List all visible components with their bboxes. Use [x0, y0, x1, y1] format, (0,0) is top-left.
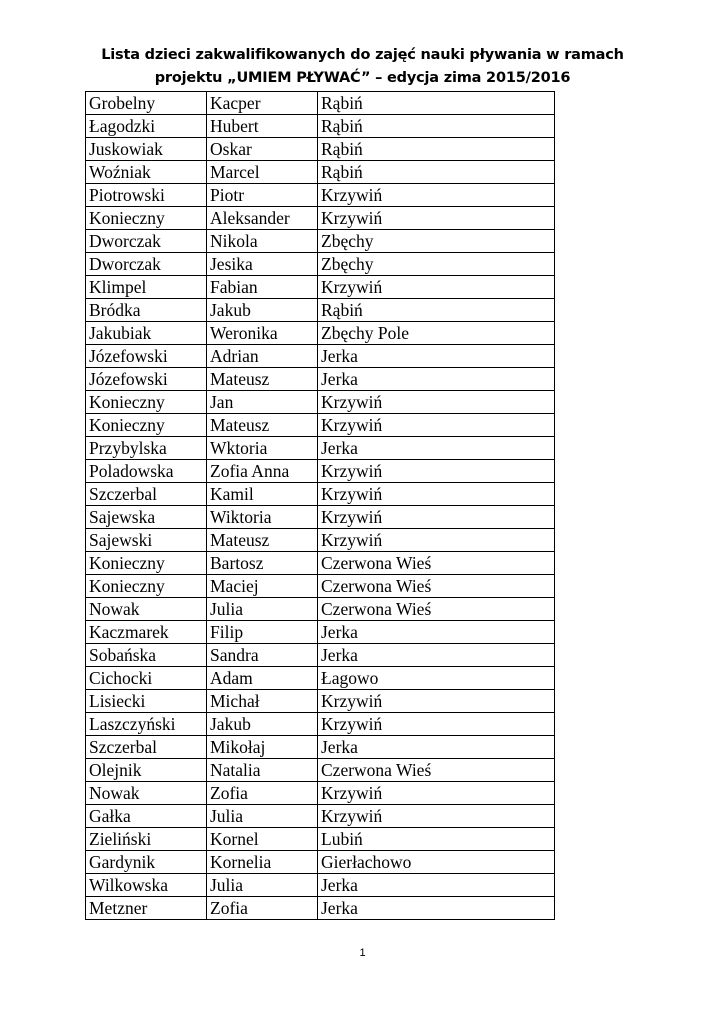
- surname-cell: Cichocki: [86, 667, 207, 690]
- village-cell: Krzywiń: [318, 391, 555, 414]
- table-row: [86, 460, 555, 483]
- first-name-cell: Kacper: [207, 92, 318, 115]
- first-name-cell: Julia: [207, 874, 318, 897]
- page-number: 1: [359, 947, 366, 959]
- village-cell: Jerka: [318, 874, 555, 897]
- first-name-cell: Oskar: [207, 138, 318, 161]
- first-name-cell: Adam: [207, 667, 318, 690]
- village-cell: Krzywiń: [318, 414, 555, 437]
- surname-cell: Szczerbal: [86, 736, 207, 759]
- village-cell: Gierłachowo: [318, 851, 555, 874]
- surname-cell: Józefowski: [86, 368, 207, 391]
- surname-cell: Gardynik: [86, 851, 207, 874]
- table-row: [86, 138, 555, 161]
- village-cell: Krzywiń: [318, 805, 555, 828]
- surname-cell: Dworczak: [86, 230, 207, 253]
- table-row: [86, 529, 555, 552]
- table-row: [86, 644, 555, 667]
- village-cell: Krzywiń: [318, 184, 555, 207]
- village-cell: Krzywiń: [318, 690, 555, 713]
- first-name-cell: Zofia Anna: [207, 460, 318, 483]
- first-name-cell: Jakub: [207, 299, 318, 322]
- village-cell: Rąbiń: [318, 161, 555, 184]
- surname-cell: Nowak: [86, 782, 207, 805]
- first-name-cell: Mateusz: [207, 368, 318, 391]
- table-row: [86, 690, 555, 713]
- first-name-cell: Aleksander: [207, 207, 318, 230]
- village-cell: Krzywiń: [318, 276, 555, 299]
- table-row: [86, 115, 555, 138]
- table-row: [86, 322, 555, 345]
- first-name-cell: Fabian: [207, 276, 318, 299]
- village-cell: Jerka: [318, 897, 555, 920]
- first-name-cell: Michał: [207, 690, 318, 713]
- table-row: [86, 299, 555, 322]
- village-cell: Zbęchy: [318, 253, 555, 276]
- table-row: [86, 874, 555, 897]
- surname-cell: Klimpel: [86, 276, 207, 299]
- village-cell: Jerka: [318, 736, 555, 759]
- first-name-cell: Zofia: [207, 897, 318, 920]
- table-row: [86, 598, 555, 621]
- village-cell: Czerwona Wieś: [318, 575, 555, 598]
- surname-cell: Bródka: [86, 299, 207, 322]
- table-row: [86, 253, 555, 276]
- village-cell: Krzywiń: [318, 460, 555, 483]
- surname-cell: Sajewski: [86, 529, 207, 552]
- surname-cell: Laszczyński: [86, 713, 207, 736]
- first-name-cell: Mateusz: [207, 529, 318, 552]
- village-cell: Krzywiń: [318, 506, 555, 529]
- table-row: [86, 759, 555, 782]
- village-cell: Czerwona Wieś: [318, 759, 555, 782]
- surname-cell: Piotrowski: [86, 184, 207, 207]
- first-name-cell: Natalia: [207, 759, 318, 782]
- first-name-cell: Wiktoria: [207, 506, 318, 529]
- surname-cell: Sajewska: [86, 506, 207, 529]
- surname-cell: Gałka: [86, 805, 207, 828]
- village-cell: Krzywiń: [318, 713, 555, 736]
- village-cell: Czerwona Wieś: [318, 552, 555, 575]
- village-cell: Jerka: [318, 368, 555, 391]
- surname-cell: Metzner: [86, 897, 207, 920]
- surname-cell: Szczerbal: [86, 483, 207, 506]
- table-row: [86, 230, 555, 253]
- first-name-cell: Nikola: [207, 230, 318, 253]
- village-cell: Jerka: [318, 644, 555, 667]
- first-name-cell: Filip: [207, 621, 318, 644]
- village-cell: Rąbiń: [318, 92, 555, 115]
- table-row: [86, 782, 555, 805]
- table-row: [86, 575, 555, 598]
- table-row: [86, 414, 555, 437]
- village-cell: Jerka: [318, 437, 555, 460]
- surname-cell: Lisiecki: [86, 690, 207, 713]
- village-cell: Zbęchy: [318, 230, 555, 253]
- first-name-cell: Weronika: [207, 322, 318, 345]
- table-row: [86, 851, 555, 874]
- table-row: [86, 345, 555, 368]
- first-name-cell: Julia: [207, 805, 318, 828]
- first-name-cell: Sandra: [207, 644, 318, 667]
- table-row: [86, 828, 555, 851]
- surname-cell: Sobańska: [86, 644, 207, 667]
- village-cell: Rąbiń: [318, 299, 555, 322]
- surname-cell: Woźniak: [86, 161, 207, 184]
- village-cell: Rąbiń: [318, 115, 555, 138]
- surname-cell: Olejnik: [86, 759, 207, 782]
- table-row: [86, 437, 555, 460]
- surname-cell: Jakubiak: [86, 322, 207, 345]
- village-cell: Łagowo: [318, 667, 555, 690]
- table-row: [86, 667, 555, 690]
- surname-cell: Juskowiak: [86, 138, 207, 161]
- surname-cell: Zieliński: [86, 828, 207, 851]
- first-name-cell: Adrian: [207, 345, 318, 368]
- table-row: [86, 621, 555, 644]
- table-row: [86, 92, 555, 115]
- document-title: [0, 44, 725, 90]
- village-cell: Krzywiń: [318, 782, 555, 805]
- village-cell: Czerwona Wieś: [318, 598, 555, 621]
- village-cell: Lubiń: [318, 828, 555, 851]
- first-name-cell: Mikołaj: [207, 736, 318, 759]
- surname-cell: Konieczny: [86, 552, 207, 575]
- village-cell: Krzywiń: [318, 483, 555, 506]
- surname-cell: Dworczak: [86, 253, 207, 276]
- surname-cell: Przybylska: [86, 437, 207, 460]
- village-cell: Krzywiń: [318, 529, 555, 552]
- table-row: [86, 736, 555, 759]
- village-cell: Jerka: [318, 345, 555, 368]
- table-row: [86, 184, 555, 207]
- table-row: [86, 713, 555, 736]
- table-row: [86, 483, 555, 506]
- surname-cell: Konieczny: [86, 575, 207, 598]
- first-name-cell: Kamil: [207, 483, 318, 506]
- title-line-1: Lista dzieci zakwalifikowanych do zajęć nauki pływania w ramach: [101, 47, 624, 63]
- surname-cell: Nowak: [86, 598, 207, 621]
- village-cell: Zbęchy Pole: [318, 322, 555, 345]
- first-name-cell: Kornelia: [207, 851, 318, 874]
- surname-cell: Konieczny: [86, 391, 207, 414]
- table-row: [86, 897, 555, 920]
- first-name-cell: Piotr: [207, 184, 318, 207]
- title-line-2: projektu „UMIEM PŁYWAĆ” – edycja zima 2015/2016: [154, 70, 571, 86]
- first-name-cell: Jan: [207, 391, 318, 414]
- first-name-cell: Mateusz: [207, 414, 318, 437]
- table-row: [86, 506, 555, 529]
- surname-cell: Grobelny: [86, 92, 207, 115]
- table-row: [86, 207, 555, 230]
- first-name-cell: Marcel: [207, 161, 318, 184]
- surname-cell: Wilkowska: [86, 874, 207, 897]
- surname-cell: Poladowska: [86, 460, 207, 483]
- surname-cell: Łagodzki: [86, 115, 207, 138]
- children-list-table: [85, 91, 555, 920]
- first-name-cell: Zofia: [207, 782, 318, 805]
- table-row: [86, 391, 555, 414]
- first-name-cell: Hubert: [207, 115, 318, 138]
- children-list-body: [86, 92, 555, 920]
- first-name-cell: Jesika: [207, 253, 318, 276]
- table-row: [86, 805, 555, 828]
- first-name-cell: Jakub: [207, 713, 318, 736]
- first-name-cell: Maciej: [207, 575, 318, 598]
- first-name-cell: Wktoria: [207, 437, 318, 460]
- first-name-cell: Kornel: [207, 828, 318, 851]
- surname-cell: Konieczny: [86, 207, 207, 230]
- table-row: [86, 276, 555, 299]
- first-name-cell: Julia: [207, 598, 318, 621]
- table-row: [86, 161, 555, 184]
- village-cell: Krzywiń: [318, 207, 555, 230]
- table-row: [86, 368, 555, 391]
- surname-cell: Józefowski: [86, 345, 207, 368]
- table-row: [86, 552, 555, 575]
- village-cell: Rąbiń: [318, 138, 555, 161]
- first-name-cell: Bartosz: [207, 552, 318, 575]
- village-cell: Jerka: [318, 621, 555, 644]
- surname-cell: Kaczmarek: [86, 621, 207, 644]
- surname-cell: Konieczny: [86, 414, 207, 437]
